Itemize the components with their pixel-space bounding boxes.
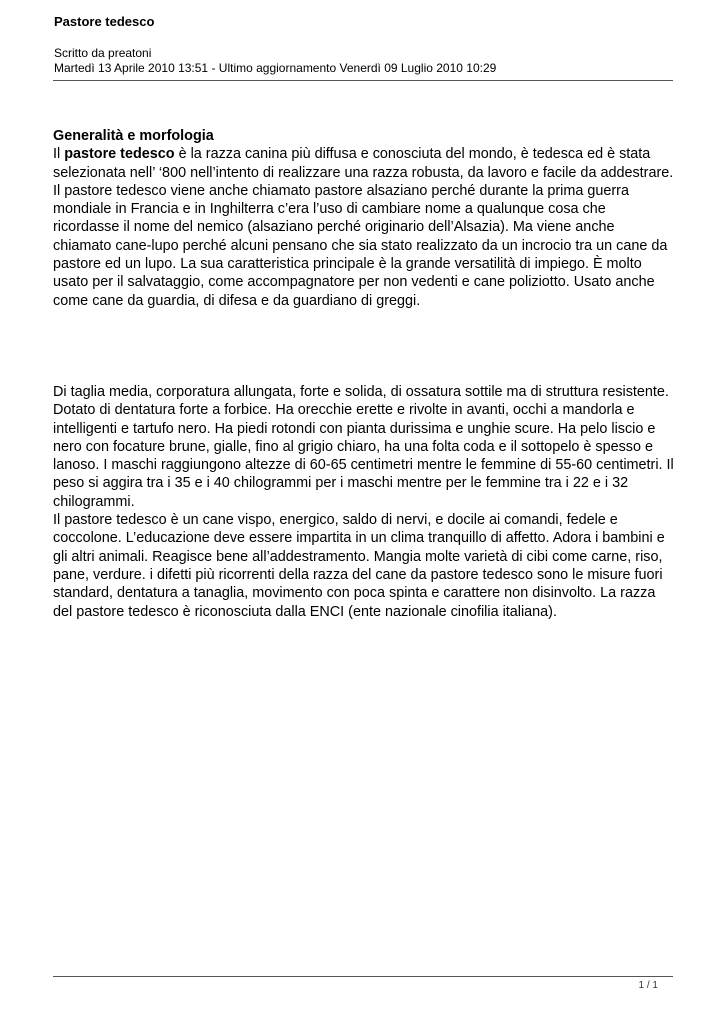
header-divider bbox=[53, 80, 673, 81]
footer-divider bbox=[53, 976, 673, 977]
article-body bbox=[53, 127, 675, 621]
article-meta bbox=[54, 46, 496, 76]
intro-bold-term: pastore tedesco bbox=[64, 146, 175, 163]
paragraph-spacer bbox=[53, 310, 675, 383]
temperament-paragraph: Il pastore tedesco è un cane vispo, energico, saldo di nervi, e docile ai comandi, fedele e coccolone. L’educazione deve essere impartita in un clima tranquillo di affetto. Adora i bambini e gli altri animali. Reagisce bene all’addestramento. Mangia molte varietà di cibi come carne, riso, pane, verdure. i difetti più ricorrenti della razza del cane da pastore tedesco sono le misure fuori standard, dentatura a tanaglia, movimento con poca spinta e carattere non disinvolto. La razza del pastore tedesco è riconosciuta dalla ENCI (ente nazionale cinofilia italiana). bbox=[53, 512, 665, 620]
intro-text: è la razza canina più diffusa e conosciuta del mondo, è tedesca ed è stata selezionata nell’ ‘800 nell’intento di realizzare una razza robusta, da lavoro e facile da addestrare. Il pastore tedesco viene anche chiamato pastore alsaziano perché durante la prima guerra mondiale in Francia e in Inghilterra c’era l’uso di cambiare nome a qualunque cosa che ricordasse il nome del nemico (alsaziano perché originario dell’Alsazia). Ma viene anche chiamato cane-lupo perché alcuni pensano che sia stato realizzato da un incrocio tra un cane da pastore ed un lupo. La sua caratteristica principale è la grande versatilità di impiego. È molto usato per il salvataggio, come accompagnatore per non vedenti e cane poliziotto. Usato anche come cane da guardia, di difesa e da guardiano di greggi. bbox=[53, 146, 674, 309]
intro-prefix: Il bbox=[53, 146, 65, 163]
intro-paragraph bbox=[53, 145, 675, 310]
section-heading: Generalità e morfologia bbox=[53, 128, 214, 144]
morphology-paragraph: Di taglia media, corporatura allungata, forte e solida, di ossatura sottile ma di struttura resistente. Dotato di dentatura forte a forbice. Ha orecchie erette e rivolte in avanti, occhi a mandorla e intelligenti e tartufo nero. Ha piedi rotondi con pianta durissima e unghie scure. Ha pelo liscio e nero con focature brune, gialle, fino al grigio chiaro, ha una folta coda e il sottopelo è spesso e lanoso. I maschi raggiungono altezze di 60-65 centimetri mentre le femmine di 55-60 centimetri. Il peso si aggira tra i 35 e i 40 chilogrammi per i maschi mentre per le femmine tra i 22 e i 32 chilogrammi. bbox=[53, 383, 674, 510]
page-number: 1 / 1 bbox=[638, 980, 658, 991]
date-line: Martedì 13 Aprile 2010 13:51 - Ultimo aggiornamento Venerdì 09 Luglio 2010 10:29 bbox=[54, 61, 497, 75]
page-title: Pastore tedesco bbox=[54, 14, 155, 29]
author-line: Scritto da preatoni bbox=[54, 46, 152, 60]
